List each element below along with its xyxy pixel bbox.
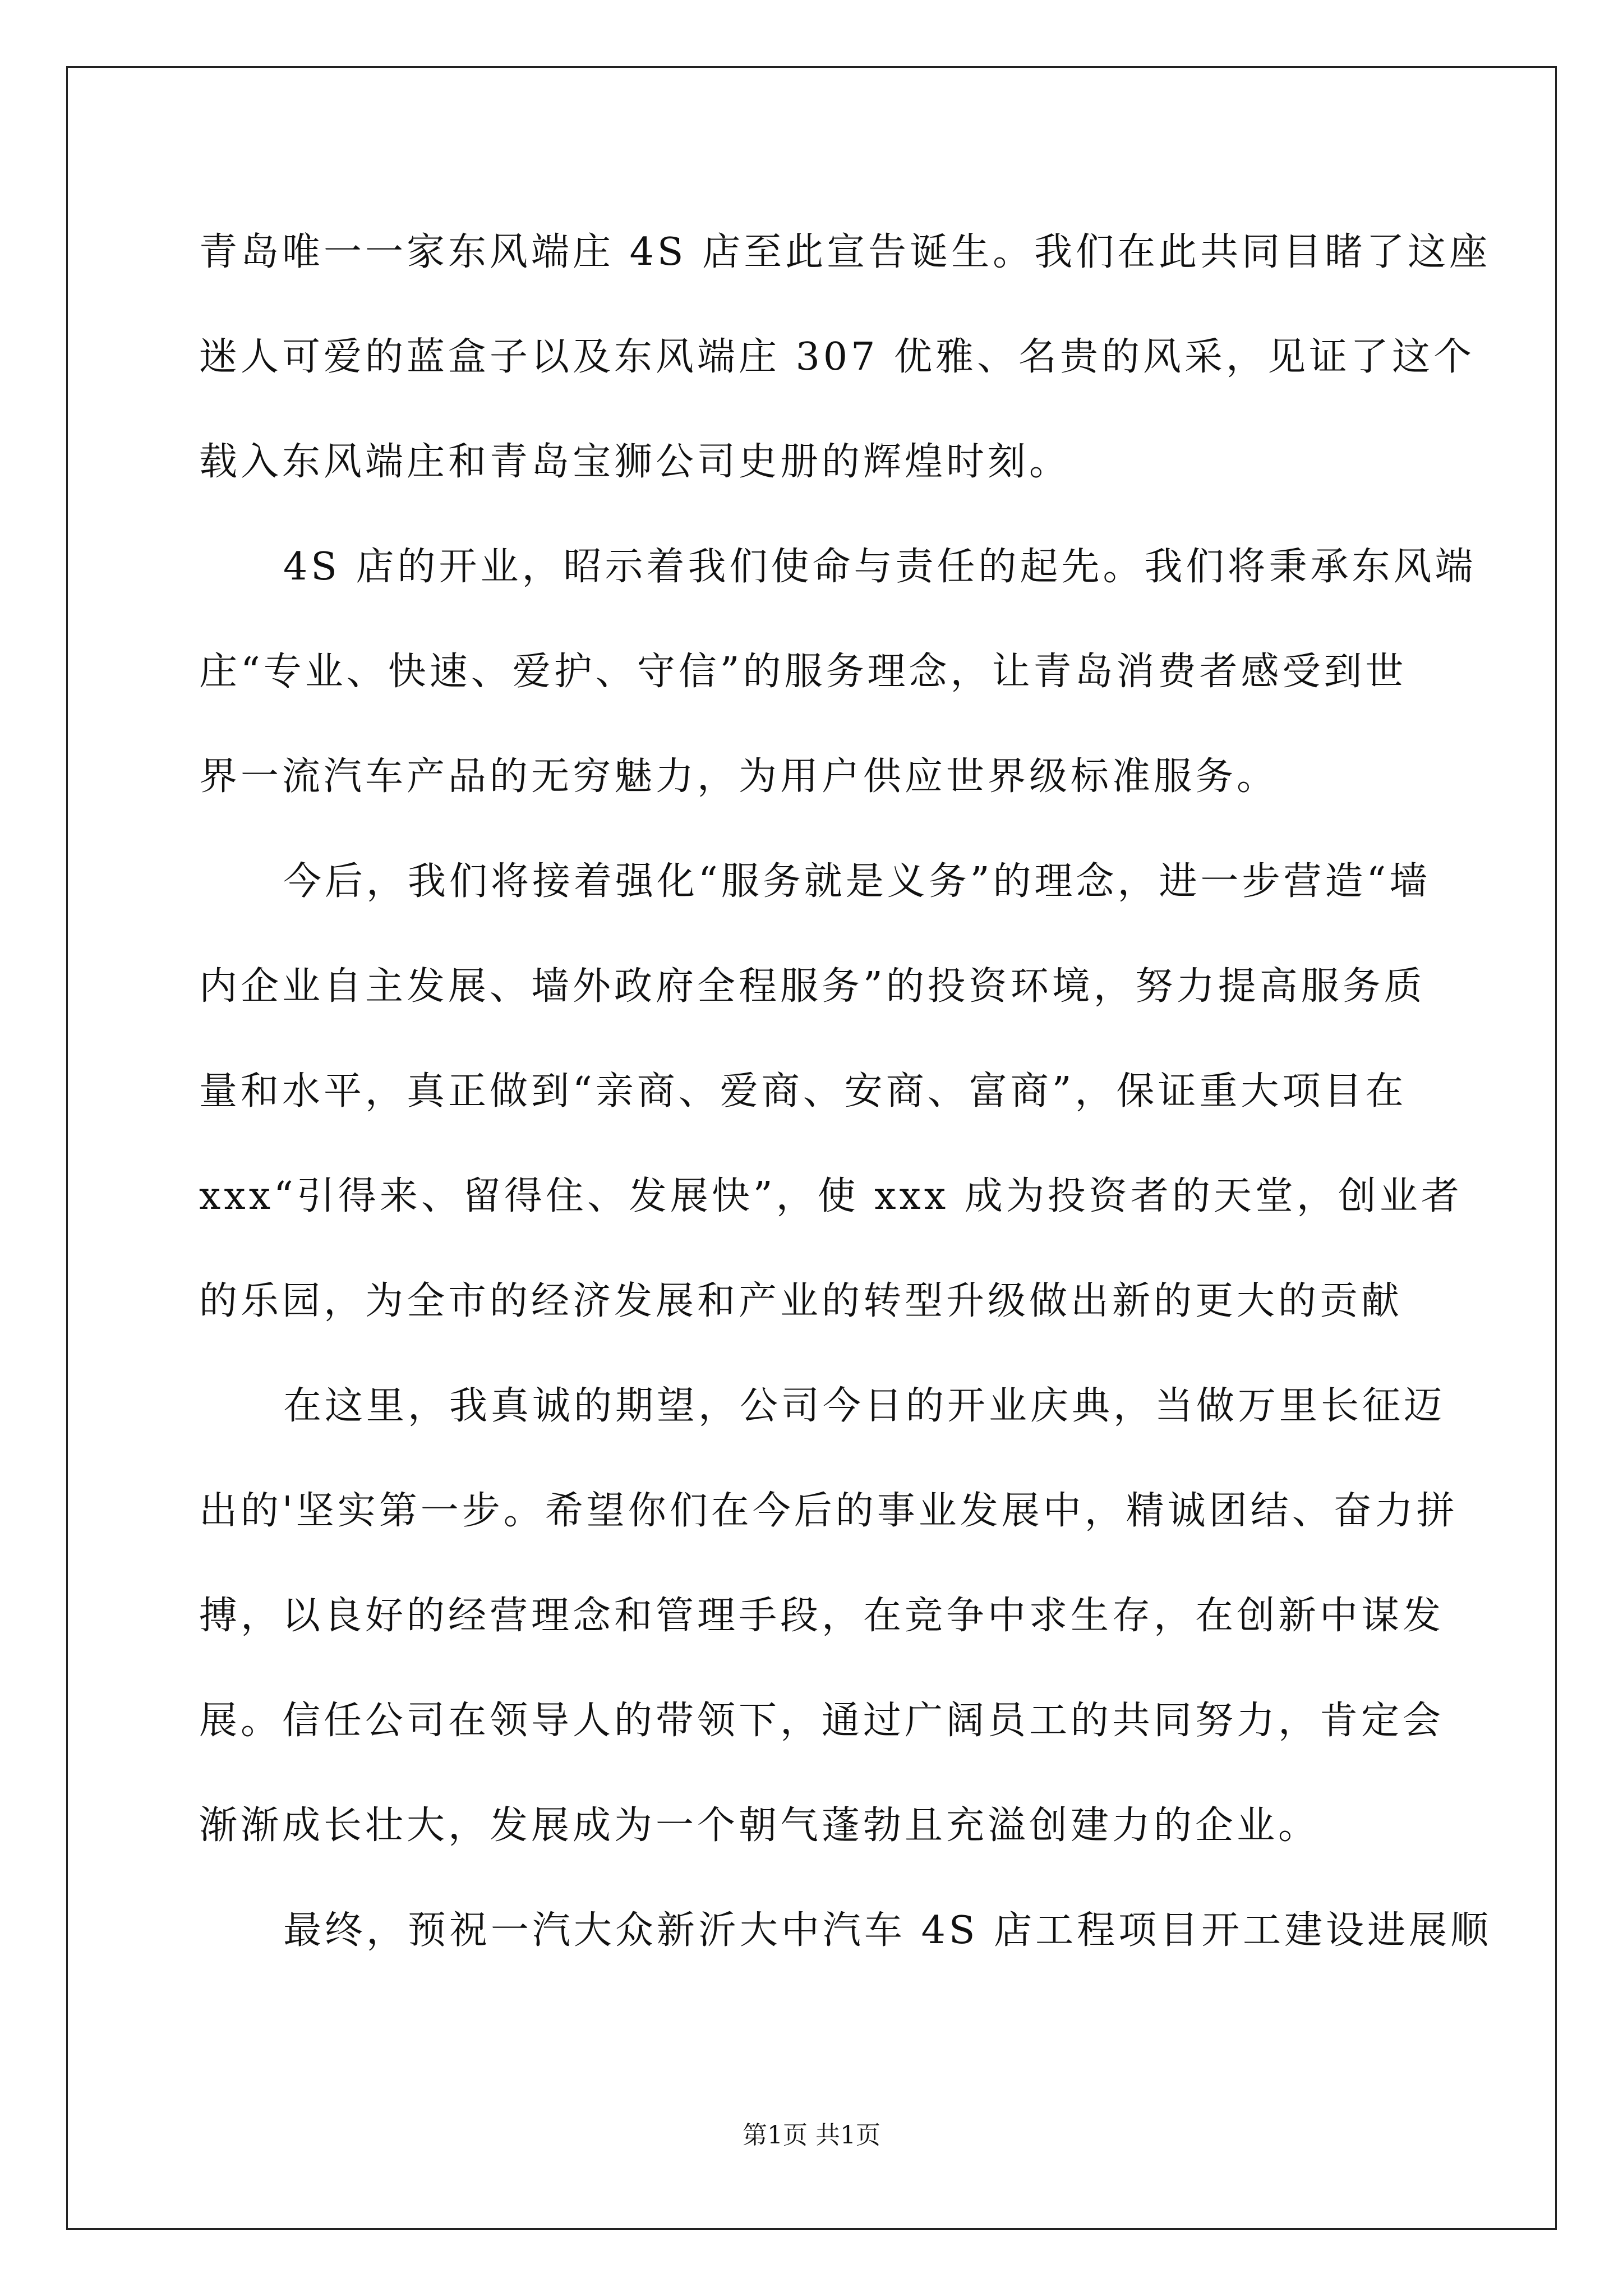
document-body	[199, 208, 1492, 1991]
text-line: 内企业自主发展、墙外政府全程服务”的投资环境，努力提高服务质	[199, 964, 1426, 1009]
text-line: 青岛唯一一家东风端庄 4S 店至此宣告诞生。我们在此共同目睹了这座	[199, 230, 1491, 274]
text-line: 的乐园，为全市的经济发展和产业的转型升级做出新的更大的贡献	[199, 1279, 1403, 1323]
page-footer	[0, 2115, 1623, 2151]
paragraph-first-line: 在这里，我真诚的期望，公司今日的开业庆典，当做万里长征迈	[283, 1384, 1446, 1428]
text-line: 载入东风端庄和青岛宝狮公司史册的辉煌时刻。	[199, 440, 1071, 484]
text-line: 展。信任公司在领导人的带领下，通过广阔员工的共同努力，肯定会	[199, 1699, 1445, 1743]
text-line: xxx“引得来、留得住、发展快”，使 xxx 成为投资者的天堂，创业者	[199, 1174, 1463, 1218]
paragraph-first-line: 今后，我们将接着强化“服务就是义务”的理念，进一步营造“墙	[283, 859, 1431, 904]
text-line: 量和水平，真正做到“亲商、爱商、安商、富商”，保证重大项目在	[199, 1069, 1407, 1114]
text-line: 庄“专业、快速、爱护、守信”的服务理念，让青岛消费者感受到世	[199, 650, 1407, 694]
text-line: 界一流汽车产品的无穷魅力，为用户供应世界级标准服务。	[199, 754, 1279, 799]
text-line: 迷人可爱的蓝盒子以及东风端庄 307 优雅、名贵的风采，见证了这个	[199, 335, 1476, 379]
text-line: 出的'坚实第一步。希望你们在今后的事业发展中，精诚团结、奋力拼	[199, 1489, 1458, 1533]
paragraph-first-line: 4S 店的开业，昭示着我们使命与责任的起先。我们将秉承东风端	[283, 545, 1477, 589]
text-line: 搏，以良好的经营理念和管理手段，在竞争中求生存，在创新中谋发	[199, 1594, 1445, 1638]
paragraph-first-line: 最终，预祝一汽大众新沂大中汽车 4S 店工程项目开工建设进展顺	[283, 1908, 1492, 1953]
text-line: 渐渐成长壮大，发展成为一个朝气蓬勃且充溢创建力的企业。	[199, 1803, 1320, 1848]
page-number: 第1页 共1页	[743, 2121, 880, 2150]
